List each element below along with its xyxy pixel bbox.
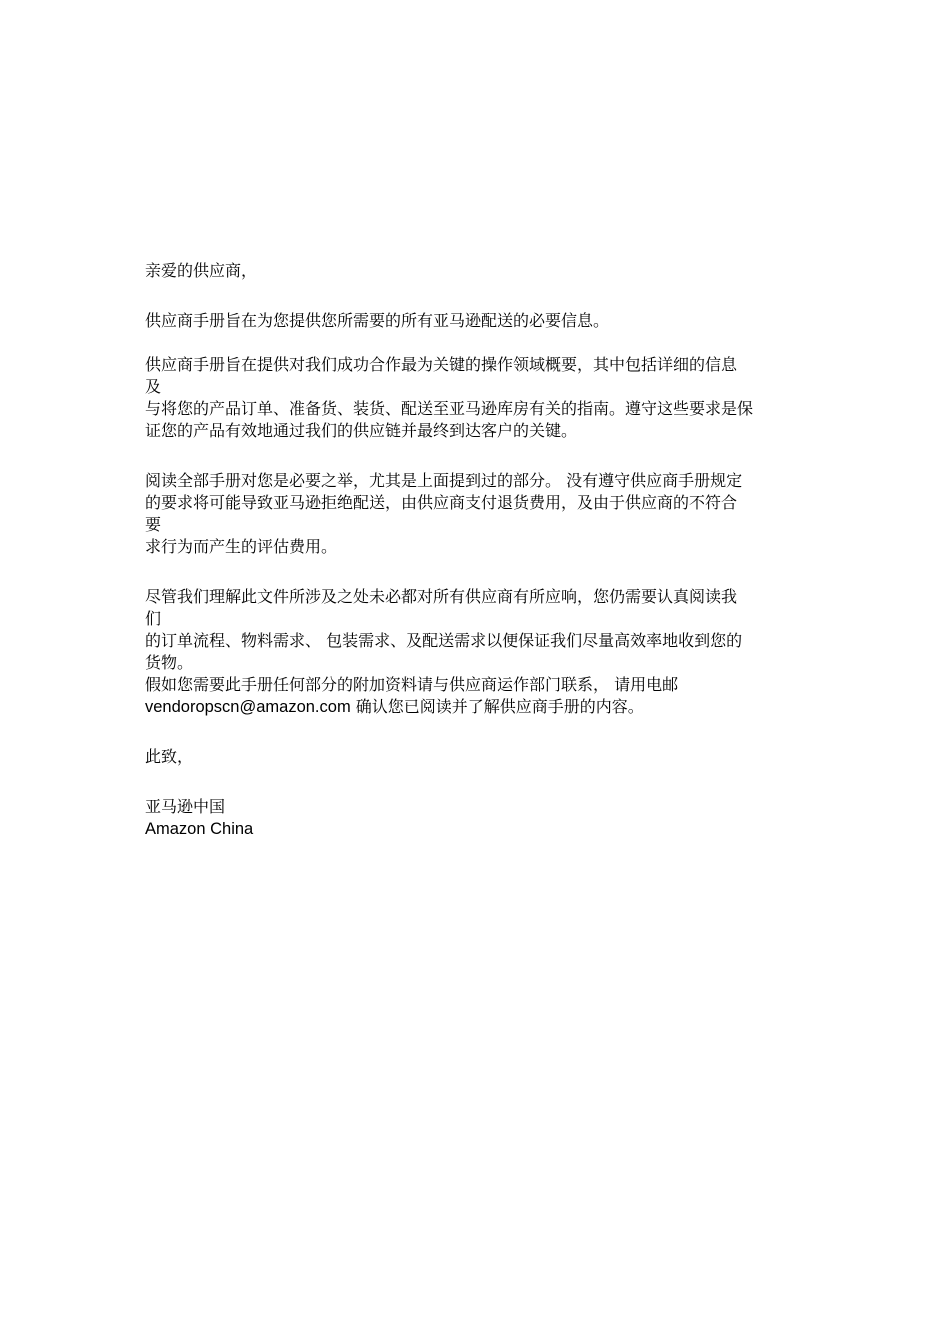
closing-line: 此致，	[145, 747, 194, 766]
paragraph-3-line-1: 阅读全部手册对您是必要之举，尤其是上面提到过的部分。 没有遵守供应商手册规定	[145, 471, 743, 490]
greeting-line: 亲爱的供应商，	[145, 261, 258, 280]
paragraph-3-line-3: 要	[145, 515, 162, 534]
paragraph-4-line-4: 货物。	[145, 653, 194, 672]
paragraph-2-line-2: 及	[145, 377, 162, 396]
paragraph-2-line-1: 供应商手册旨在提供对我们成功合作最为关键的操作领域概要，其中包括详细的信息	[145, 355, 738, 374]
paragraph-3-line-2: 的要求将可能导致亚马逊拒绝配送，由供应商支付退货费用，及由于供应商的不符合	[145, 493, 738, 512]
greeting	[145, 260, 810, 282]
paragraph-1	[145, 310, 810, 332]
paragraph-2-line-3: 与将您的产品订单、准备货、装货、配送至亚马逊库房有关的指南。遵守这些要求是保	[145, 399, 754, 418]
paragraph-3	[145, 470, 810, 558]
contact-email: vendoropscn@amazon.com	[145, 698, 351, 716]
paragraph-4	[145, 586, 810, 718]
paragraph-4-line-6	[145, 696, 810, 718]
closing	[145, 746, 810, 768]
signer-name-en: Amazon China	[145, 820, 254, 838]
paragraph-2	[145, 354, 810, 442]
paragraph-4-line-3: 的订单流程、物料需求、 包装需求、及配送需求以便保证我们尽量高效率地收到您的	[145, 631, 743, 650]
paragraph-4-line-2: 们	[145, 609, 162, 628]
paragraph-4-line-5: 假如您需要此手册任何部分的附加资料请与供应商运作部门联系， 请用电邮	[145, 675, 679, 694]
letter-body	[145, 260, 810, 840]
paragraph-4-line-1: 尽管我们理解此文件所涉及之处未必都对所有供应商有所应响，您仍需要认真阅读我	[145, 587, 738, 606]
paragraph-2-line-4: 证您的产品有效地通过我们的供应链并最终到达客户的关键。	[145, 421, 578, 440]
paragraph-4-line-6-suffix: 确认您已阅读并了解供应商手册的内容。	[350, 697, 644, 716]
paragraph-3-line-4: 求行为而产生的评估费用。	[145, 537, 338, 556]
signer-name-cn: 亚马逊中国	[145, 797, 226, 816]
signature-block	[145, 796, 810, 840]
paragraph-1-line: 供应商手册旨在为您提供您所需要的所有亚马逊配送的必要信息。	[145, 311, 610, 330]
